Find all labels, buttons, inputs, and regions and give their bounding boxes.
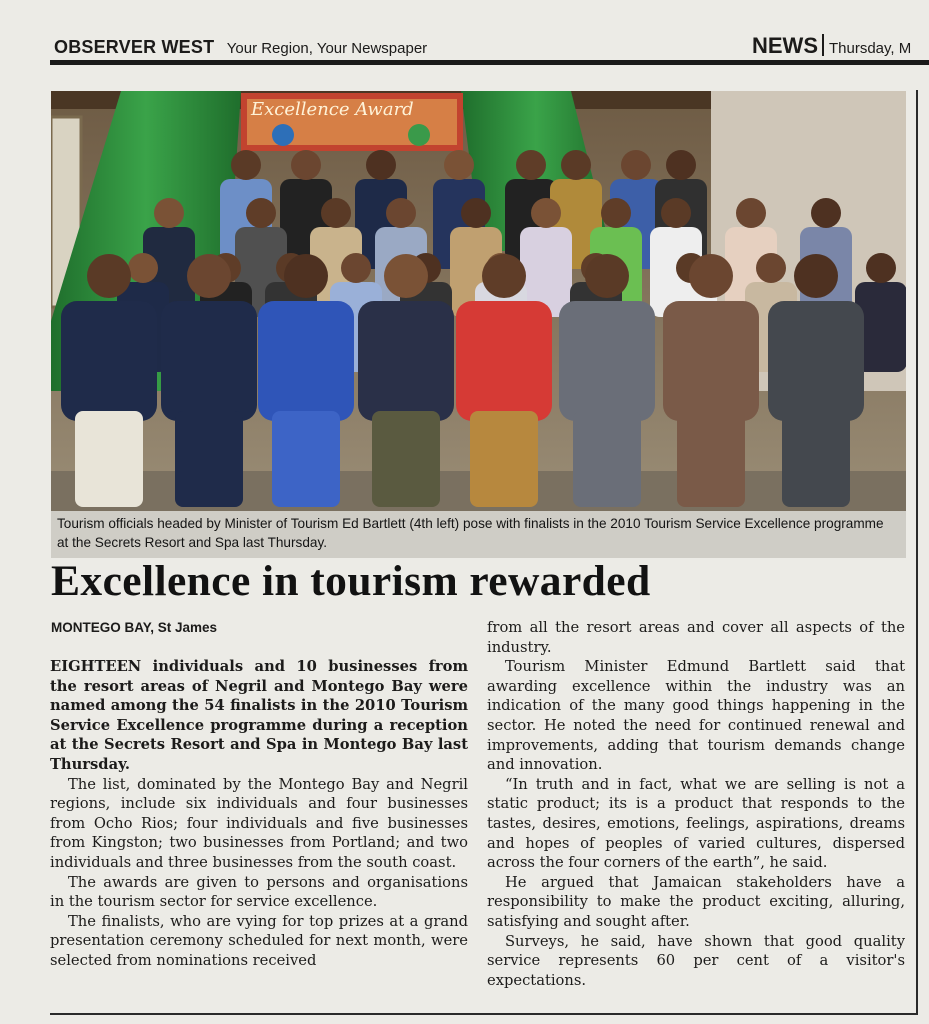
body-paragraph: The awards are given to persons and organisations in the tourism sector for service excellence. xyxy=(50,873,468,911)
person-head xyxy=(756,253,786,283)
person-head xyxy=(689,254,733,298)
person-legs xyxy=(470,411,538,507)
person-head xyxy=(736,198,766,228)
article-column-2 xyxy=(487,618,905,990)
person-head xyxy=(585,254,629,298)
person-head xyxy=(384,254,428,298)
masthead xyxy=(54,37,427,58)
section-header xyxy=(752,33,911,59)
group-photo xyxy=(51,91,906,511)
issue-day: Thursday, M xyxy=(829,40,912,57)
section-divider xyxy=(822,34,824,56)
person-head xyxy=(444,150,474,180)
person-head xyxy=(866,253,896,283)
person-head xyxy=(321,198,351,228)
person-head xyxy=(516,150,546,180)
body-paragraph: from all the resort areas and cover all aspects of the industry. xyxy=(487,619,905,656)
person-head xyxy=(187,254,231,298)
person-legs xyxy=(677,411,745,507)
person-head xyxy=(284,254,328,298)
body-paragraph: The list, dominated by the Montego Bay and Negril regions, include six individuals and four businesses from Ocho Rios; four individuals and five businesses from Kingston; two businesses from Portland; and two individuals and three businesses from the south coast. xyxy=(50,775,468,871)
person-head xyxy=(666,150,696,180)
lead-paragraph: EIGHTEEN individuals and 10 businesses from the resort areas of Negril and Montego Bay were named among the 54 finalists in the 2010 Tourism Service Excellence programme during a reception at the Secrets Resort and Spa in Montego Bay last Thursday. xyxy=(50,658,468,773)
person-head xyxy=(811,198,841,228)
person-body xyxy=(768,301,864,421)
person-body xyxy=(456,301,552,421)
article-dateline: MONTEGO BAY, St James xyxy=(51,620,218,635)
person-head xyxy=(531,198,561,228)
bottom-rule xyxy=(50,1013,916,1015)
photo-caption: Tourism officials headed by Minister of Tourism Ed Bartlett (4th left) pose with finalists in the 2010 Tourism Service Excellence programme at the Secrets Resort and Spa last Thursday. xyxy=(57,516,884,550)
body-paragraph: Surveys, he said, have shown that good quality service represents 60 per cent of a visitor's expectations. xyxy=(487,932,905,989)
banner-text: Excellence Award xyxy=(251,99,414,120)
column-rule xyxy=(916,90,918,1015)
person-body xyxy=(663,301,759,421)
person-head xyxy=(231,150,261,180)
person-head xyxy=(291,150,321,180)
person-head xyxy=(601,198,631,228)
article-headline: Excellence in tourism rewarded xyxy=(51,557,651,605)
person-body xyxy=(559,301,655,421)
person-legs xyxy=(782,411,850,507)
person-head xyxy=(794,254,838,298)
person-head xyxy=(366,150,396,180)
person-head xyxy=(461,198,491,228)
article-column-1 xyxy=(50,657,468,971)
body-paragraph: The finalists, who are vying for top prizes at a grand presentation ceremony scheduled for next month, were selected from nominations received xyxy=(50,912,468,969)
person-body xyxy=(61,301,157,421)
person-legs xyxy=(75,411,143,507)
body-paragraph: He argued that Jamaican stakeholders have a responsibility to make the product exciting, alluring, satisfying and sought after. xyxy=(487,873,905,930)
person-head xyxy=(341,253,371,283)
person-legs xyxy=(573,411,641,507)
section-label: NEWS xyxy=(752,33,818,58)
person-legs xyxy=(272,411,340,507)
person-head xyxy=(621,150,651,180)
quote-paragraph: “In truth and in fact, what we are selling is not a static product; its is a product that responds to the tastes, desires, emotions, feelings, aspirations, dreams and hopes of peoples of varied cultures, dispersed across the four corners of the earth”, he said. xyxy=(487,775,905,872)
person-head xyxy=(661,198,691,228)
person-head xyxy=(246,198,276,228)
person-body xyxy=(358,301,454,421)
photo-caption-box xyxy=(51,511,906,558)
person-head xyxy=(154,198,184,228)
group-photo-illustration xyxy=(51,91,906,511)
person-head xyxy=(561,150,591,180)
person-legs xyxy=(175,411,243,507)
paper-tagline: Your Region, Your Newspaper xyxy=(226,40,428,57)
paper-brand: OBSERVER WEST xyxy=(54,37,215,57)
person-head xyxy=(482,254,526,298)
person-head xyxy=(87,254,131,298)
body-paragraph: Tourism Minister Edmund Bartlett said that awarding excellence within the industry was an indication of the many good things happening in the sector. He noted the need for continued renewal and improvements, adding that tourism demands change and innovation. xyxy=(487,658,905,774)
person-legs xyxy=(372,411,440,507)
person-head xyxy=(128,253,158,283)
person-head xyxy=(386,198,416,228)
person-body xyxy=(161,301,257,421)
person-body xyxy=(258,301,354,421)
header-rule xyxy=(50,60,929,65)
